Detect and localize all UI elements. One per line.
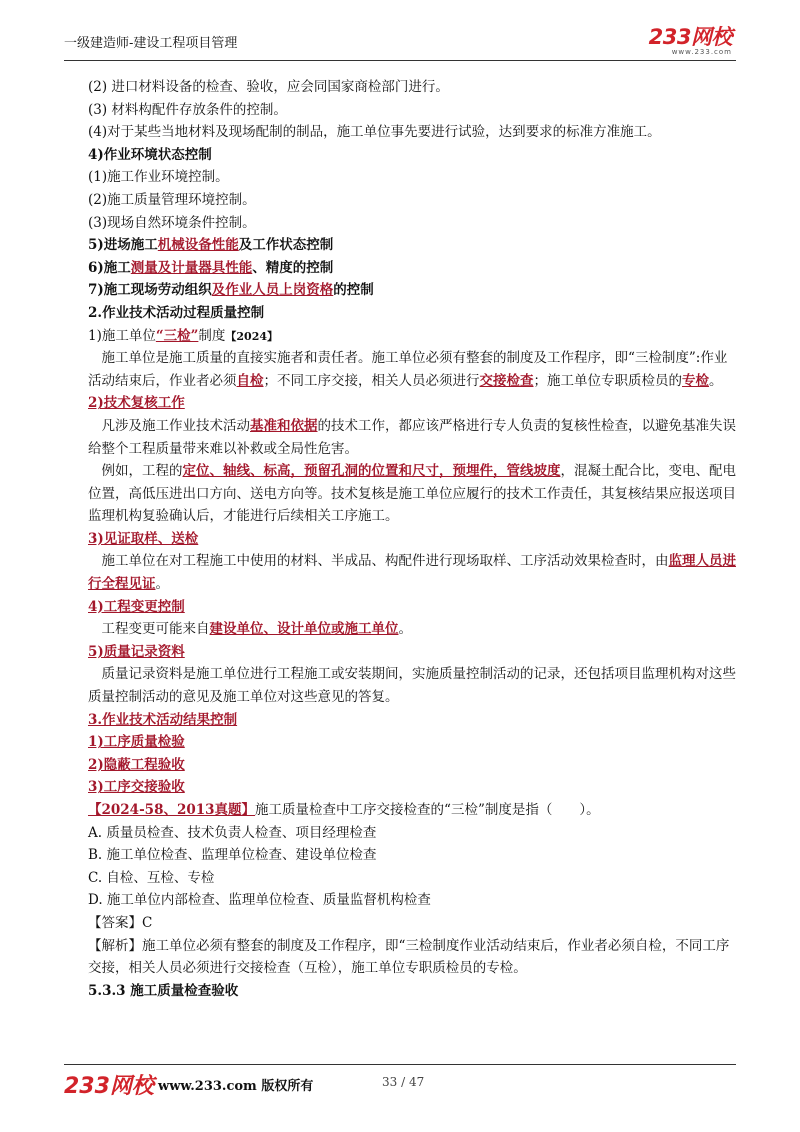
question [88, 799, 740, 822]
highlight: 交接检查 [479, 372, 534, 389]
option: C. 自检、互检、专检 [88, 869, 215, 886]
subheading: 4)作业环境状态控制 [88, 146, 212, 163]
option: B. 施工单位检查、监理单位检查、建设单位检查 [88, 847, 377, 864]
footer-copyright: www.233.com 版权所有 [158, 1079, 314, 1094]
page-footer [64, 1064, 736, 1099]
section-heading: 2.作业技术活动过程质量控制 [88, 304, 265, 321]
text-span: 的技术工作，都应该严格进行专人负责的复核性检查，以避免基准失误给整个工程质量带来难以补救或全局性危害。 [88, 417, 736, 457]
section-heading: 5.3.3 施工质量检查验收 [88, 982, 239, 999]
text-span: ，混凝土配合比，变电、配电位置，高低压进出口方向、送电方向等。技术复核是施工单位应履行的技术工作责任，其复核结果应报送项目监理机构复验确认后，才能进行后续相关工序施工。 [88, 463, 736, 525]
text-span: 及工作状态控制 [238, 237, 334, 254]
highlight: 基准和依据 [250, 417, 318, 434]
text-span: 1)施工单位 [88, 327, 156, 344]
text-span: 施工单位是施工质量的直接实施者和责任者。施工单位必须有整套的制度及工作程序，即“三检制度”:作业活动结束后，作业者必须 [88, 350, 728, 389]
text-span: 制度 [198, 327, 226, 344]
highlight: 及作业人员上岗资格 [211, 282, 334, 299]
question-text: 施工质量检查中工序交接检查的“三检”制度是指（ ）。 [255, 802, 600, 818]
subheading: 2)技术复核工作 [88, 395, 185, 412]
subheading: 1)工序质量检验 [88, 734, 185, 751]
text-span: 。 [398, 621, 412, 638]
text-span: 施工单位在对工程施工中使用的材料、半成品、构配件进行现场取样、工序活动效果检查时，由 [101, 553, 669, 570]
paragraph [88, 618, 740, 641]
brand-logo-url: www.233.com [671, 48, 732, 56]
option: A. 质量员检查、技术负责人检查、项目经理检查 [88, 824, 377, 841]
subheading: 3)工序交接验收 [88, 779, 185, 796]
page-header [64, 26, 736, 61]
paragraph [88, 550, 740, 595]
text-span: 。 [709, 372, 723, 389]
text-span: 5)进场施工 [88, 237, 158, 254]
text-span: 例如，工程的 [101, 463, 183, 480]
text-span: 、精度的控制 [252, 259, 334, 276]
text-span: 的控制 [333, 282, 374, 299]
subheading [88, 234, 740, 257]
subheading: 4)工程变更控制 [88, 598, 185, 615]
brand-logo-text: 233网校 [648, 25, 732, 49]
subheading [88, 325, 740, 348]
brand-logo [649, 26, 732, 56]
year-tag: 【2024】 [225, 329, 279, 343]
text-span: 工程变更可能来自 [101, 621, 210, 638]
section-heading: 3.作业技术活动结果控制 [88, 711, 238, 728]
subheading: 5)质量记录资料 [88, 643, 185, 660]
highlight: 专检 [682, 372, 709, 389]
subheading: 3)见证取样、送检 [88, 530, 199, 547]
highlight: 测量及计量器具性能 [130, 259, 253, 276]
text-span: ；施工单位专职质检员的 [533, 372, 682, 389]
paragraph [88, 347, 740, 392]
text-line: (2)施工质量管理环境控制。 [88, 191, 256, 208]
text-span: ；不同工序交接，相关人员必须进行 [263, 372, 480, 389]
highlight: 监理人员进行全程见证 [88, 553, 736, 593]
question-tag: 【2024-58、2013真题】 [88, 802, 256, 818]
header-title: 一级建造师-建设工程项目管理 [64, 36, 238, 51]
highlight: 建设单位、设计单位或施工单位 [209, 621, 399, 638]
paragraph [88, 415, 740, 460]
text-line: (2) 进口材料设备的检查、验收，应会同国家商检部门进行。 [88, 79, 449, 95]
highlight: “三检” [155, 327, 199, 344]
text-span: 凡涉及施工作业技术活动 [101, 417, 250, 434]
subheading [88, 279, 740, 302]
highlight: 定位、轴线、标高，预留孔洞的位置和尺寸，预埋件，管线坡度 [182, 463, 561, 480]
page-number: 33 / 47 [382, 1075, 425, 1089]
subheading [88, 257, 740, 280]
subheading: 2)隐蔽工程验收 [88, 756, 185, 773]
text-line: (1)施工作业环境控制。 [88, 169, 229, 186]
highlight: 机械设备性能 [157, 237, 239, 254]
highlight: 自检 [236, 372, 264, 389]
answer: 【答案】C [88, 914, 153, 931]
paragraph [88, 460, 740, 528]
text-line: (4)对于某些当地材料及现场配制的制品，施工单位事先要进行试验，达到要求的标准方准施工。 [88, 124, 661, 141]
footer-logo: 233网校 [64, 1074, 154, 1099]
document-body [88, 76, 740, 1002]
text-line: (3)现场自然环境条件控制。 [88, 214, 256, 231]
option: D. 施工单位内部检查、监理单位检查、质量监督机构检查 [88, 892, 431, 909]
text-span: 7)施工现场劳动组织 [88, 282, 212, 299]
paragraph [88, 663, 740, 708]
text-span: 。 [155, 576, 169, 593]
text-span: 质量记录资料是施工单位进行工程施工或安装期间，实施质量控制活动的记录，还包括项目监理机构对这些质量控制活动的意见及施工单位对这些意见的答复。 [88, 666, 736, 706]
text-span: 6)施工 [88, 259, 131, 276]
explanation: 【解析】施工单位必须有整套的制度及工作程序，即“三检制度作业活动结束后，作业者必须自检，不同工序交接，相关人员必须进行交接检查（互检），施工单位专职质检员的专检。 [88, 937, 730, 977]
text-line: (3) 材料构配件存放条件的控制。 [88, 101, 287, 118]
